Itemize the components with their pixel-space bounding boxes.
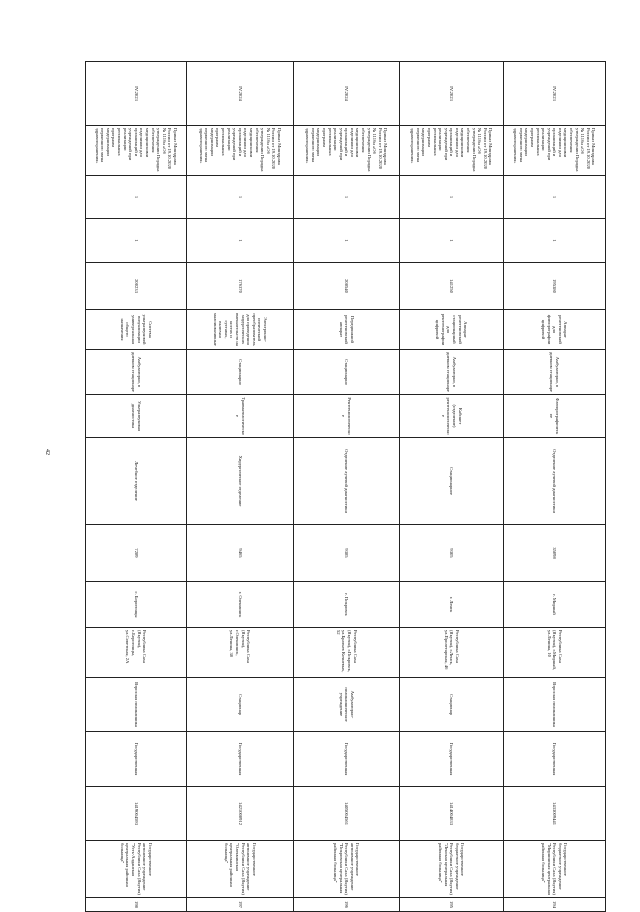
ownership-cell: Государственная xyxy=(86,732,187,787)
quantity-required-cell: 1 xyxy=(504,176,606,219)
quantity-available-cell: 1 xyxy=(294,219,400,263)
row-number-cell: 198 xyxy=(86,898,187,912)
profile-cell: Травматологическое xyxy=(187,395,294,438)
year-cell: IV.2023 xyxy=(504,62,606,126)
page-number: 42 xyxy=(44,449,50,455)
ownership-cell: Государственная xyxy=(294,732,400,787)
ownership-cell: Государственная xyxy=(400,732,504,787)
unit-price-cell: 195380 xyxy=(504,263,606,310)
department-cell: Стационарное xyxy=(400,438,504,525)
year-cell: IV.2024 xyxy=(294,62,400,126)
settlement-cell: с. Борогонцы xyxy=(86,582,187,628)
quantity-required-cell: 1 xyxy=(400,176,504,219)
year-cell: IV.2023 xyxy=(400,62,504,126)
department-cell: Отделение лучевой диагностики xyxy=(504,438,606,525)
profile-cell: Ультразвуковая диагностика xyxy=(86,395,187,438)
address-cell: Республика Саха (Якутия), с.Борогонцы, ул.Советская, 2А xyxy=(86,628,187,678)
table-row xyxy=(187,62,294,912)
equipment-cell: Система ультразвуковой визуализации универсальная общего назначения xyxy=(86,310,187,350)
settlement-cell: г. Покровск xyxy=(294,582,400,628)
address-cell: Республика Саха (Якутия), г.Олекминск, ул.Ленина, 38 xyxy=(187,628,294,678)
organization-name-cell: Государственное бюджетное учреждение Республики Саха (Якутия) "Ленская центральная районная больница" xyxy=(400,841,504,898)
department-cell: Хирургическое отделение xyxy=(187,438,294,525)
equipment-cell: Аппарат рентгеновский стационарный для рентгенографии цифровой xyxy=(400,310,504,350)
quantity-available-cell: 1 xyxy=(187,219,294,263)
table-row xyxy=(86,62,187,912)
facility-type-cell: Амбулаторно-поликлиническое учреждение xyxy=(294,678,400,732)
department-cell: Отделение лучевой диагностики xyxy=(294,438,400,525)
equipment-cell: Передвижной рентгеновский аппарат xyxy=(294,310,400,350)
inn-cell: 1405004561 xyxy=(294,787,400,841)
profile-cell: Флюорографическое xyxy=(504,395,606,438)
inn-cell: 1433009441 xyxy=(504,787,606,841)
year-cell: IV.2023 xyxy=(86,62,187,126)
basis-cell: Приказ Минздрава России от 19.10.2020 № 1116н «Об утверждении Порядка обеспечения медицинскими изделиями для организаций и учреждений при реализации региональных программ модернизации первичного звена здравоохранения» xyxy=(187,126,294,176)
basis-cell: Приказ Минздрава России от 19.10.2020 № 1116н «Об утверждении Порядка обеспечения медицинскими изделиями для организаций и учреждений при реализации региональных программ модернизации первичного звена здравоохранения» xyxy=(400,126,504,176)
row-number-cell: 197 xyxy=(187,898,294,912)
address-cell: Республика Саха (Якутия), г.Покровск, ул.Братьев Кочневых, 52 xyxy=(294,628,400,678)
conditions-cell: Амбулаторно, в дневном стационаре xyxy=(504,350,606,395)
rotated-table xyxy=(86,61,606,908)
ownership-cell: Государственная xyxy=(504,732,606,787)
unit-price-cell: 176370 xyxy=(187,263,294,310)
organization-name-cell: Государственное автономное учреждение Республики Саха (Якутия) "Усть-Алданская центральная районная больница" xyxy=(86,841,187,898)
year-cell: IV.2024 xyxy=(187,62,294,126)
facility-type-cell: Стационар xyxy=(400,678,504,732)
profile-cell: Рентгенологическое xyxy=(294,395,400,438)
settlement-cell: г. Ленск xyxy=(400,582,504,628)
settlement-cell: г. Мирный xyxy=(504,582,606,628)
organization-name-cell: Государственное автономное учреждение Республики Саха (Якутия) "Покровская центральная районная больница" xyxy=(294,841,400,898)
population-cell: 9305 xyxy=(400,525,504,582)
facility-type-cell: Взрослая поликлиника xyxy=(504,678,606,732)
conditions-cell: Стационарно xyxy=(294,350,400,395)
department-cell: Лечебное отделение xyxy=(86,438,187,525)
ownership-cell: Государственная xyxy=(187,732,294,787)
population-cell: 9465 xyxy=(187,525,294,582)
quantity-available-cell: 1 xyxy=(86,219,187,263)
quantity-required-cell: 1 xyxy=(294,176,400,219)
quantity-available-cell: 1 xyxy=(400,219,504,263)
unit-price-cell: 208540 xyxy=(294,263,400,310)
inn-cell: 1421008912 xyxy=(187,787,294,841)
quantity-available-cell: 1 xyxy=(504,219,606,263)
population-cell: 7289 xyxy=(86,525,187,582)
row-number-cell: 196 xyxy=(294,898,400,912)
table-row xyxy=(504,62,606,912)
conditions-cell: Стационарно xyxy=(187,350,294,395)
inn-cell: 1414004833 xyxy=(400,787,504,841)
conditions-cell: Амбулаторно, в дневном стационаре xyxy=(400,350,504,395)
inn-cell: 1419004593 xyxy=(86,787,187,841)
basis-cell: Приказ Минздрава России от 19.10.2020 № 1116н «Об утверждении Порядка обеспечения медицинскими изделиями для организаций и учреждений при реализации региональных программ модернизации первичного звена здравоохранения» xyxy=(504,126,606,176)
population-cell: 9385 xyxy=(294,525,400,582)
conditions-cell: Амбулаторно, в дневном стационаре xyxy=(86,350,187,395)
equipment-cell: Электронно-оптический преобразователь для проведения хирургических вмешательств на костях и суставах, включая малоинвазивные xyxy=(187,310,294,350)
facility-type-cell: Взрослая поликлиника xyxy=(86,678,187,732)
organization-name-cell: Государственное автономное учреждение Республики Саха (Якутия) "Олекминская центральная районная больница" xyxy=(187,841,294,898)
row-number-cell: 195 xyxy=(400,898,504,912)
basis-cell: Приказ Минздрава России от 19.10.2020 № 1116н «Об утверждении Порядка обеспечения медицинскими изделиями для организаций и учреждений при реализации региональных программ модернизации первичного звена здравоохранения» xyxy=(294,126,400,176)
population-cell: 35098 xyxy=(504,525,606,582)
basis-cell: Приказ Минздрава России от 19.10.2020 № 1116н «Об утверждении Порядка обеспечения медицинскими изделиями для организаций и учреждений при реализации региональных программ модернизации первичного звена здравоохранения» xyxy=(86,126,187,176)
unit-price-cell: 141250 xyxy=(400,263,504,310)
organization-name-cell: Государственное бюджетное учреждение Республики Саха (Якутия) "Мирнинская центральная районная больница" xyxy=(504,841,606,898)
profile-cell: Кабинет (отделение) рентгенологическое xyxy=(400,395,504,438)
address-cell: Республика Саха (Якутия), г.Ленск, ул.Пролетарская, 46 xyxy=(400,628,504,678)
table-container xyxy=(86,61,606,908)
facility-type-cell: Стационар xyxy=(187,678,294,732)
table-row xyxy=(400,62,504,912)
equipment-cell: Аппарат рентгеновский для флюорографии цифровой xyxy=(504,310,606,350)
row-number-cell: 194 xyxy=(504,898,606,912)
unit-price-cell: 200233 xyxy=(86,263,187,310)
table-row xyxy=(294,62,400,912)
equipment-table xyxy=(85,61,606,912)
settlement-cell: г. Олекминск xyxy=(187,582,294,628)
quantity-required-cell: 1 xyxy=(187,176,294,219)
quantity-required-cell: 1 xyxy=(86,176,187,219)
address-cell: Республика Саха (Якутия), г.Мирный, ул.Ленина, 10 xyxy=(504,628,606,678)
